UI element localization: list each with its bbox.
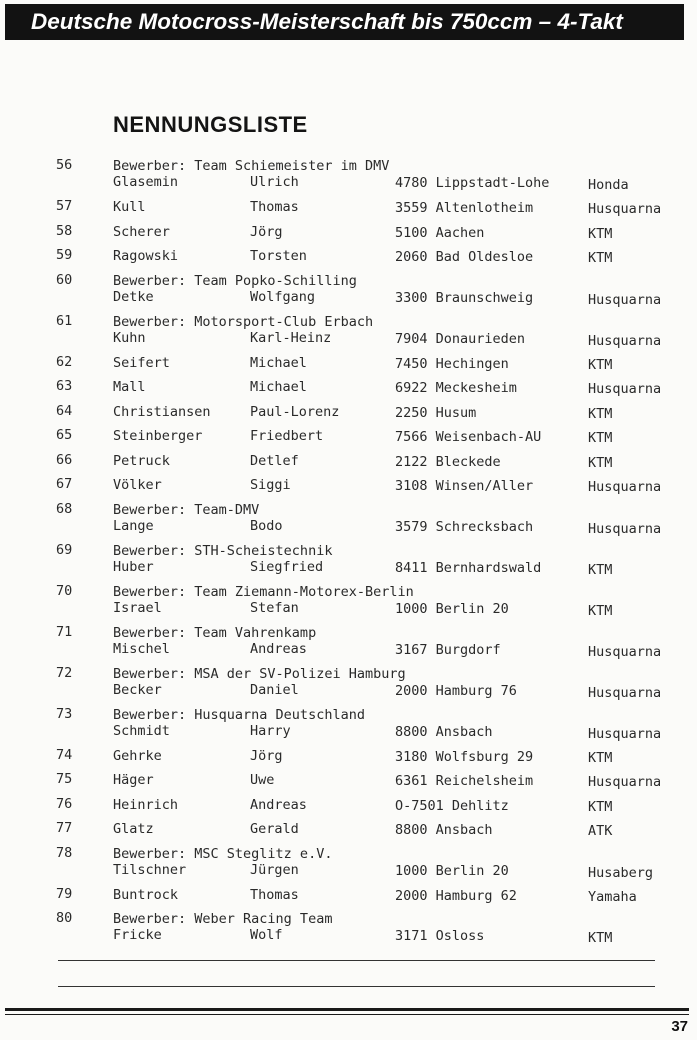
rider-first-name: Paul-Lorenz [250,403,340,420]
start-number: 57 [56,198,73,214]
rider-location: 3180 Wolfsburg 29 [395,748,534,765]
rider-last-name: Becker [113,681,162,698]
rider-location: 1000 Berlin 20 [395,862,509,879]
motorcycle-brand: Husaberg [588,864,654,881]
motorcycle-brand: ATK [588,823,613,839]
rider-location: 6922 Meckesheim [395,380,517,396]
rider-first-name: Friedbert [250,428,324,444]
rider-last-name: Israel [113,599,162,616]
start-number: 59 [56,247,73,263]
rider-first-name: Jürgen [250,861,299,878]
start-number: 77 [56,820,73,836]
rider-first-name: Torsten [250,248,307,264]
rider-last-name: Fricke [113,927,162,943]
rider-location: 3300 Braunschweig [395,289,534,306]
rider-first-name: Siggi [250,477,291,493]
start-number: 72 [56,664,73,681]
start-number: 68 [56,500,73,517]
blank-entry-line [58,960,655,961]
entrant-name: Bewerber: Team Schiemeister im DMV [113,158,390,174]
entrant-name: Bewerber: Team-DMV [113,501,260,518]
rider-first-name: Bodo [250,517,283,534]
rider-location: 8411 Bernhardswald [395,559,542,576]
motorcycle-brand: Husquarna [588,381,662,397]
entrant-name: Bewerber: Team Popko-Schilling [113,272,357,289]
start-number: 78 [56,844,73,861]
rider-first-name: Gerald [250,821,299,837]
motorcycle-brand: KTM [588,405,613,422]
motorcycle-brand: Husquarna [588,643,662,660]
motorcycle-brand: Husquarna [588,201,662,217]
rider-last-name: Tilschner [113,861,187,878]
entrant-name: Bewerber: Husquarna Deutschland [113,706,365,723]
motorcycle-brand: KTM [588,250,613,266]
start-number: 75 [56,771,73,787]
rider-last-name: Mischel [113,640,170,657]
motorcycle-brand: KTM [588,430,613,446]
rider-location: 7904 Donaurieden [395,330,526,347]
start-number: 63 [56,378,73,394]
rider-first-name: Andreas [250,796,307,813]
motorcycle-brand: KTM [588,930,613,946]
rider-last-name: Seifert [113,354,170,371]
rider-last-name: Häger [113,772,154,788]
rider-first-name: Uwe [250,772,275,788]
start-number: 71 [56,623,73,640]
start-number: 79 [56,885,73,902]
rider-last-name: Glatz [113,821,154,837]
rider-last-name: Glasemin [113,174,179,190]
rider-location: 7450 Hechingen [395,355,509,372]
rider-location: 6361 Reichelsheim [395,773,534,789]
header-title: Deutsche Motocross-Meisterschaft bis 750ccm – 4-Takt [5,4,684,40]
motorcycle-brand: Honda [588,177,629,193]
rider-location: 1000 Berlin 20 [395,600,509,617]
rider-location: 8800 Ansbach [395,723,493,740]
rider-location: 2250 Husum [395,404,477,421]
rider-location: 2000 Hamburg 62 [395,887,517,904]
entrant-name: Bewerber: STH-Scheistechnik [113,542,333,559]
rider-location: 5100 Aachen [395,224,485,241]
rider-first-name: Andreas [250,640,307,657]
rider-first-name: Wolf [250,927,283,943]
rider-location: 3559 Altenlotheim [395,200,534,216]
rider-location: 2060 Bad Oldesloe [395,249,534,265]
motorcycle-brand: Husquarna [588,520,662,537]
footer-rule [5,1008,689,1011]
footer-rule-thin [5,1014,689,1015]
rider-location: 3171 Osloss [395,928,485,944]
entrant-name: Bewerber: Motorsport-Club Erbach [113,313,374,330]
start-number: 64 [56,402,73,419]
list-title: NENNUNGSLISTE [113,112,308,137]
motorcycle-brand: Yamaha [588,888,637,905]
motorcycle-brand: KTM [588,749,613,766]
rider-last-name: Kuhn [113,329,146,346]
rider-first-name: Michael [250,354,307,371]
start-number: 74 [56,746,73,763]
motorcycle-brand: Husquarna [588,291,662,308]
start-number: 67 [56,476,73,492]
motorcycle-brand: KTM [588,602,613,619]
motorcycle-brand: KTM [588,561,613,578]
start-number: 76 [56,795,73,812]
rider-first-name: Stefan [250,599,299,616]
entrant-name: Bewerber: MSA der SV-Polizei Hamburg [113,665,406,682]
entrant-name: Bewerber: Team Vahrenkamp [113,624,317,641]
rider-first-name: Jörg [250,747,283,764]
rider-last-name: Kull [113,199,146,215]
rider-last-name: Völker [113,477,162,493]
motorcycle-brand: KTM [588,454,613,471]
motorcycle-brand: Husquarna [588,479,662,495]
entrant-name: Bewerber: MSC Steglitz e.V. [113,845,333,862]
start-number: 69 [56,541,73,558]
rider-location: O-7501 Dehlitz [395,797,509,814]
rider-first-name: Detlef [250,452,299,469]
rider-location: 2122 Bleckede [395,453,501,470]
rider-last-name: Buntrock [113,886,179,903]
rider-last-name: Steinberger [113,428,203,444]
motorcycle-brand: KTM [588,798,613,815]
rider-last-name: Mall [113,379,146,395]
rider-last-name: Ragowski [113,248,179,264]
start-number: 60 [56,271,73,288]
start-number: 65 [56,427,73,443]
rider-location: 3579 Schrecksbach [395,518,534,535]
rider-first-name: Ulrich [250,174,299,190]
rider-first-name: Siegfried [250,558,324,575]
start-number: 58 [56,222,73,239]
motorcycle-brand: Husquarna [588,725,662,742]
rider-location: 3108 Winsen/Aller [395,478,534,494]
rider-last-name: Heinrich [113,796,179,813]
entrant-name: Bewerber: Weber Racing Team [113,911,333,927]
rider-first-name: Thomas [250,199,299,215]
start-number: 66 [56,451,73,468]
start-number: 62 [56,353,73,370]
rider-location: 7566 Weisenbach-AU [395,429,542,445]
rider-location: 4780 Lippstadt-Lohe [395,175,550,191]
rider-first-name: Wolfgang [250,288,316,305]
rider-location: 2000 Hamburg 76 [395,682,517,699]
rider-first-name: Michael [250,379,307,395]
rider-last-name: Lange [113,517,154,534]
motorcycle-brand: Husquarna [588,774,662,790]
rider-last-name: Christiansen [113,403,211,420]
start-number: 80 [56,910,73,926]
rider-last-name: Huber [113,558,154,575]
rider-last-name: Petruck [113,452,170,469]
page-number: 37 [671,1018,688,1035]
rider-last-name: Schmidt [113,722,170,739]
start-number: 56 [56,157,73,173]
rider-first-name: Jörg [250,223,283,240]
rider-first-name: Harry [250,722,291,739]
rider-last-name: Gehrke [113,747,162,764]
rider-first-name: Thomas [250,886,299,903]
motorcycle-brand: Husquarna [588,332,662,349]
rider-location: 3167 Burgdorf [395,641,501,658]
start-number: 61 [56,312,73,329]
rider-last-name: Detke [113,288,154,305]
rider-location: 8800 Ansbach [395,822,493,838]
rider-first-name: Karl-Heinz [250,329,332,346]
start-number: 70 [56,582,73,599]
blank-entry-line [58,986,655,987]
entrant-name: Bewerber: Team Ziemann-Motorex-Berlin [113,583,414,600]
rider-last-name: Scherer [113,223,170,240]
motorcycle-brand: KTM [588,356,613,373]
start-number: 73 [56,705,73,722]
motorcycle-brand: Husquarna [588,684,662,701]
motorcycle-brand: KTM [588,225,613,242]
rider-first-name: Daniel [250,681,299,698]
